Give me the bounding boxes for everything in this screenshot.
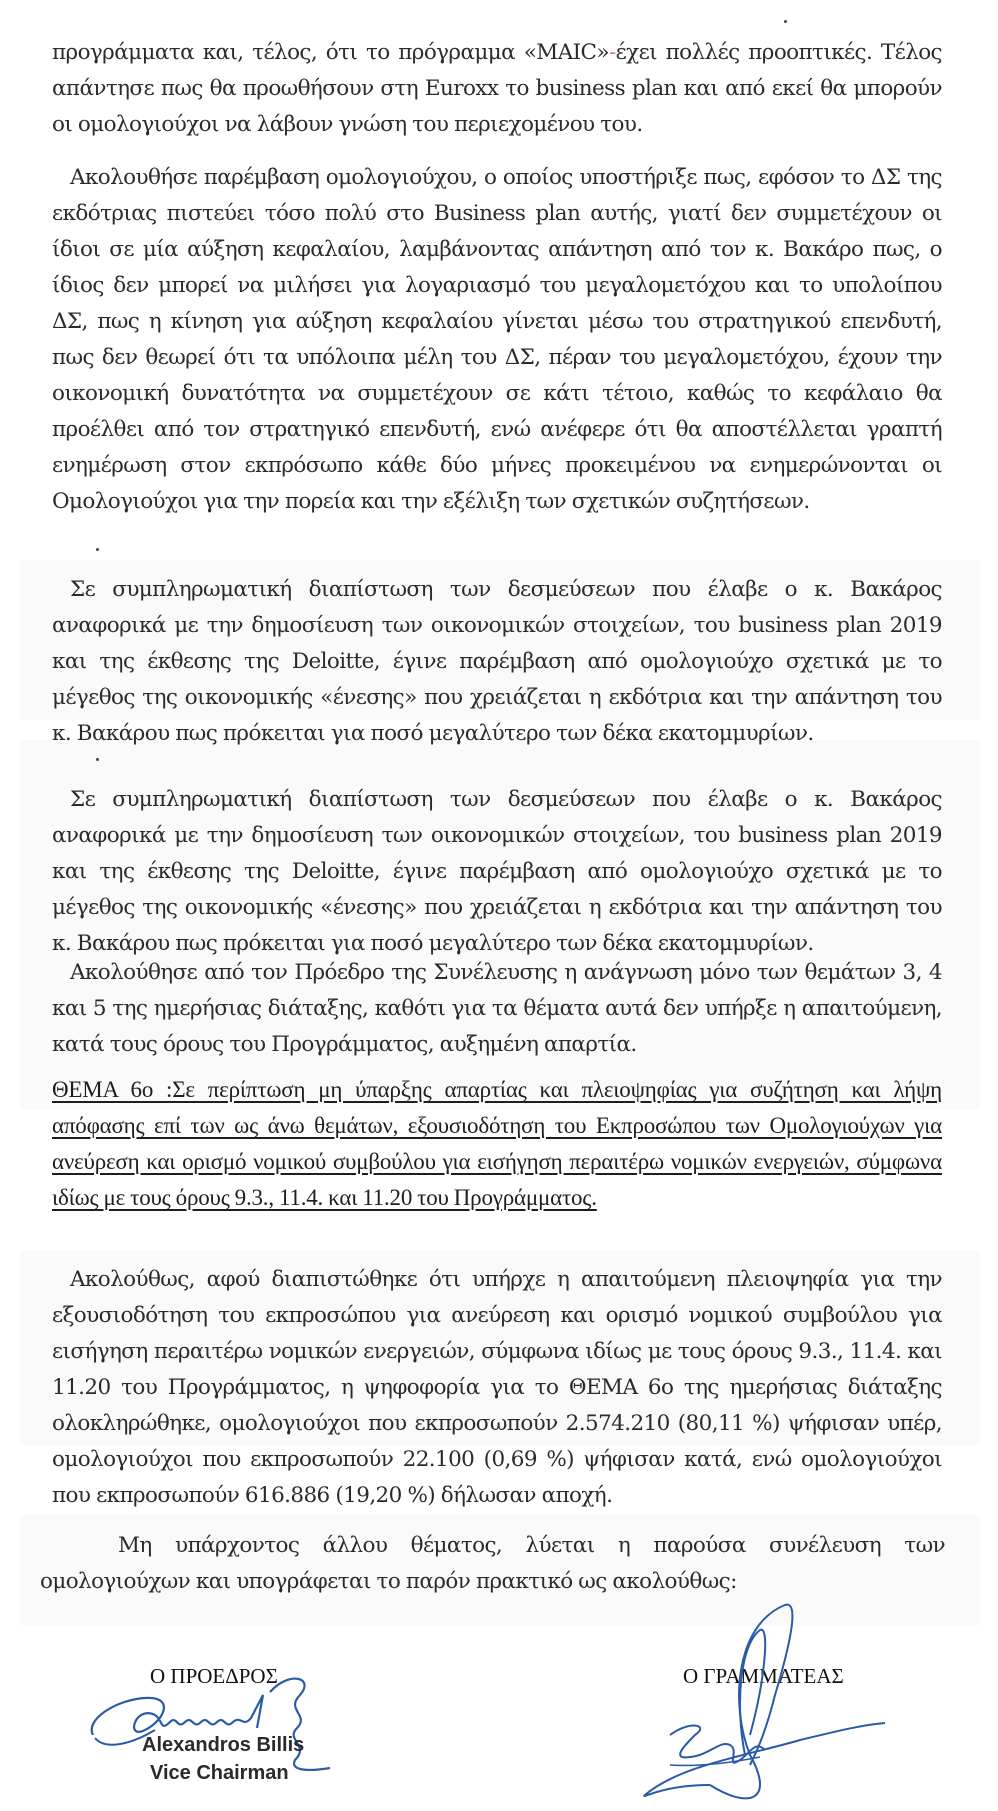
scan-speck (96, 758, 99, 761)
chairman-label: Ο ΠΡΟΕΔΡΟΣ (150, 1664, 278, 1688)
paragraph-5 (52, 955, 942, 1063)
chairman-title: Vice Chairman (150, 1762, 289, 1784)
paragraph-text: Ακολούθως, αφού διαπιστώθηκε ότι υπήρχε η απαιτούμενη πλειοψηφία για την εξουσιοδότηση του εκπροσώπου για ανεύρεση και ορισμό νομικού συμβούλου για εισήγηση περαιτέρω νομικών ενεργειών, σύμφωνα ιδίως με τους όρους 9.3., 11.4. και 11.20 του Προγράμματος, η ψηφοφορία για το ΘΕΜΑ 6ο της ημερήσιας διάταξης ολοκληρώθηκε, ομολογιούχοι που εκπροσωπούν 2.574.210 (80,11 %) ψήφισαν υπέρ, ομολογιούχοι που εκπροσωπούν 22.100 (0,69 %) ψήφισαν κατά, ενώ ομολογιούχοι που εκπροσωπούν 616.886 (19,20 %) δήλωσαν αποχή. (52, 1267, 942, 1508)
paragraph-text: Μη υπάρχοντος άλλου θέματος, λύεται η παρούσα συνέλευση των ομολογιούχων και υπογράφεται το παρόν πρακτικό ως ακολούθως: (40, 1533, 945, 1594)
secretary-label: Ο ΓΡΑΜΜΑΤΕΑΣ (683, 1664, 844, 1688)
paragraph-3 (52, 572, 942, 752)
paragraph-2 (52, 160, 942, 520)
red-dash-mark: - (608, 40, 616, 65)
paragraph-text: προγράμματα και, τέλος, ότι το πρόγραμμα «MAIC» (52, 40, 609, 65)
paragraph-4 (52, 782, 942, 962)
scan-speck (784, 20, 787, 23)
scan-speck (96, 548, 99, 551)
paragraph-text: Σε συμπληρωματική διαπίστωση των δεσμεύσεων που έλαβε ο κ. Βακάρος αναφορικά με την δημοσίευση των οικονομικών στοιχείων, του business plan 2019 και της έκθεσης της Deloitte, έγινε παρέμβαση από ομολογιούχο σχετικά με το μέγεθος της οικονομικής «ένεσης» που χρειάζεται η εκδότρια και την απάντηση του κ. Βακάρου πως πρόκειται για ποσό μεγαλύτερο των δέκα εκατομμυρίων. (52, 577, 942, 746)
chairman-name: Alexandros Billis (142, 1734, 305, 1756)
secretary-signature-icon (600, 1585, 880, 1810)
paragraph-text: έχει πολλές προοπτικές. Τέλος απάντησε πως θα προωθήσουν στη Euroxx το business plan και από εκεί θα μπορούν οι ομολογιούχοι να λάβουν γνώση του περιεχομένου του. (52, 40, 942, 137)
paragraph-text: Σε συμπληρωματική διαπίστωση των δεσμεύσεων που έλαβε ο κ. Βακάρος αναφορικά με την δημοσίευση των οικονομικών στοιχείων, του business plan 2019 και της έκθεσης της Deloitte, έγινε παρέμβαση από ομολογιούχο σχετικά με το μέγεθος της οικονομικής «ένεσης» που χρειάζεται η εκδότρια και την απάντηση του κ. Βακάρου πως πρόκειται για ποσό μεγαλύτερο των δέκα εκατομμυρίων. (52, 787, 942, 956)
agenda-item-6-heading (52, 1072, 942, 1216)
paragraph-6-vote-result (52, 1262, 942, 1514)
paragraph-text: Ακολουθήσε παρέμβαση ομολογιούχου, ο οποίος υποστήριξε πως, εφόσον το ΔΣ της εκδότριας πιστεύει τόσο πολύ στο Business plan αυτής, γιατί δεν συμμετέχουν οι ίδιοι σε μία αύξηση κεφαλαίου, λαμβάνοντας απάντηση από τον κ. Βακάρο πως, ο ίδιος δεν μπορεί να μιλήσει για λογαριασμό του μεγαλομετόχου και το υπολοίπου ΔΣ, πως η κίνηση για αύξηση κεφαλαίου γίνεται μέσω του στρατηγικού επενδυτή, πως δεν θεωρεί ότι τα υπόλοιπα μέλη του ΔΣ, πέραν του μεγαλομετόχου, έχουν την οικονομική δυνατότητα να συμμετέχουν σε κάτι τέτοιο, καθώς το κεφάλαιο θα προέλθει από τον στρατηγικό επενδυτή, ενώ ανέφερε ότι θα αποστέλλεται γραπτή ενημέρωση στον εκπρόσωπο κάθε δύο μήνες προκειμένου να ενημερώνονται οι Ομολογιούχοι για την πορεία και την εξέλιξη των σχετικών συζητήσεων. (52, 165, 942, 514)
paragraph-text: Ακολούθησε από τον Πρόεδρο της Συνέλευσης η ανάγνωση μόνο των θεμάτων 3, 4 και 5 της ημερήσιας διάταξης, καθότι για τα θέματα αυτά δεν υπήρξε η απαιτούμενη, κατά τους όρους του Προγράμματος, αυξημένη απαρτία. (52, 960, 942, 1057)
heading-text: ΘΕΜΑ 6ο :Σε περίπτωση μη ύπαρξης απαρτίας και πλειοψηφίας για συζήτηση και λήψη απόφασης επί των ως άνω θεμάτων, εξουσιοδότηση του Εκπροσώπου των Ομολογιούχων για ανεύρεση και ορισμό νομικού συμβούλου για εισήγηση περαιτέρω νομικών ενεργειών, σύμφωνα ιδίως με τους όρους 9.3., 11.4. και 11.20 του Προγράμματος. (52, 1077, 942, 1210)
paragraph-1 (52, 35, 942, 143)
